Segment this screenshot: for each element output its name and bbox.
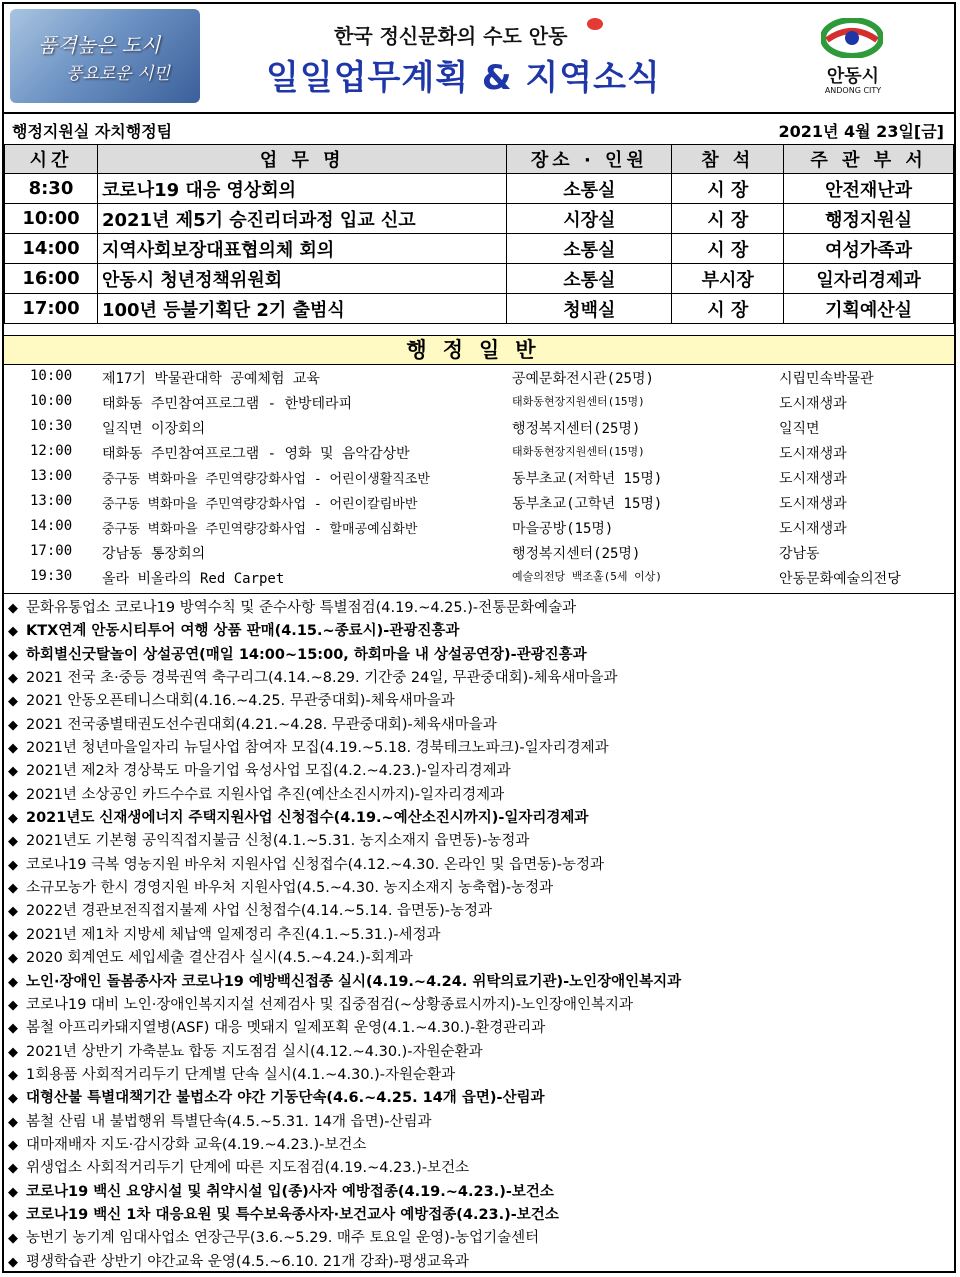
slogan-line2: 풍요로운 시민 [66, 64, 170, 84]
notice-text: 대마재배자 지도·감시강화 교육(4.19.~4.23.)-보건소 [26, 1136, 367, 1153]
list-item [4, 515, 954, 540]
notice-item [8, 1087, 952, 1110]
cell-time: 14:00 [5, 234, 98, 264]
notice-text: 2021년 상반기 가축분뇨 합동 지도점검 실시(4.12.~4.30.)-자원순환과 [26, 1043, 483, 1060]
diamond-bullet-icon: ◆ [8, 741, 18, 757]
cell-attend: 시 장 [672, 234, 784, 264]
notice-item [8, 830, 952, 853]
notice-item [8, 1041, 952, 1064]
notice-item [8, 597, 952, 620]
notice-text: 코로나19 극복 영농지원 바우처 지원사업 신청접수(4.12.~4.30. 온라인 및 읍면동)-농정과 [26, 856, 605, 873]
item-title: 중구동 벽화마을 주민역량강화사업 - 어린이생활직조반 [102, 472, 430, 487]
diamond-bullet-icon: ◆ [8, 1231, 18, 1247]
divider [4, 112, 954, 114]
cell-place: 청백실 [507, 294, 672, 324]
general-list [4, 365, 954, 590]
diamond-bullet-icon: ◆ [8, 1091, 18, 1107]
diamond-bullet-icon: ◆ [8, 647, 18, 663]
diamond-bullet-icon: ◆ [8, 904, 18, 920]
diamond-bullet-icon: ◆ [8, 694, 18, 710]
diamond-bullet-icon: ◆ [8, 811, 18, 827]
notice-text: 2021 안동오픈테니스대회(4.16.~4.25. 무관중대회)-체육새마을과 [26, 693, 455, 710]
item-dept: 안동문화예술의전당 [779, 571, 901, 587]
notice-item [8, 667, 952, 690]
header-dept: 주 관 부 서 [784, 145, 954, 174]
notice-item [8, 1181, 952, 1204]
header-time: 시간 [5, 145, 98, 174]
cell-attend: 시 장 [672, 174, 784, 204]
notice-text: 2021년도 신재생에너지 주택지원사업 신청접수(4.19.~예산소진시까지)-일자리경제과 [26, 810, 589, 827]
diamond-bullet-icon: ◆ [8, 1021, 18, 1037]
item-time: 10:30 [30, 418, 73, 434]
notice-text: 위생업소 사회적거리두기 단계에 따른 지도점검(4.19.~4.23.)-보건소 [26, 1160, 470, 1177]
diamond-bullet-icon: ◆ [8, 1137, 18, 1153]
notice-item [8, 714, 952, 737]
item-dept: 일직면 [779, 421, 820, 437]
diamond-bullet-icon: ◆ [8, 1044, 18, 1060]
item-dept: 도시재생과 [779, 496, 847, 512]
item-time: 10:00 [30, 393, 73, 409]
header-task: 업 무 명 [97, 145, 507, 174]
item-time: 19:30 [30, 568, 73, 584]
notice-list [8, 597, 952, 1274]
notice-text: 2021년도 기본형 공익직접지불금 신청(4.1.~5.31. 농지소재지 읍면동)-농정과 [26, 833, 530, 850]
schedule-table [4, 144, 954, 324]
notice-item [8, 784, 952, 807]
cell-time: 17:00 [5, 294, 98, 324]
notice-text: 2020 회계연도 세입세출 결산검사 실시(4.5.~4.24.)-회계과 [26, 950, 413, 967]
notice-text: 2022년 경관보전직접지불제 사업 신청접수(4.14.~5.14. 읍면동)-농정과 [26, 903, 492, 920]
notice-item [8, 971, 952, 994]
notice-item [8, 947, 952, 970]
diamond-bullet-icon: ◆ [8, 671, 18, 687]
diamond-bullet-icon: ◆ [8, 787, 18, 803]
diamond-bullet-icon: ◆ [8, 834, 18, 850]
cell-task: 2021년 제5기 승진리더과정 입교 신고 [97, 204, 507, 234]
notice-text: 2021년 청년마을일자리 뉴딜사업 참여자 모집(4.19.~5.18. 경북테크노파크)-일자리경제과 [26, 740, 609, 757]
notice-item [8, 877, 952, 900]
header [4, 4, 954, 112]
cell-place: 소통실 [507, 234, 672, 264]
notice-item [8, 1134, 952, 1157]
item-title: 올라 비올라의 Red Carpet [102, 571, 285, 587]
notice-item [8, 924, 952, 947]
notice-text: 2021년 제1차 지방세 체납액 일제정리 추진(4.1.~5.31.)-세정과 [26, 926, 441, 943]
diamond-bullet-icon: ◆ [8, 601, 18, 616]
notice-item [8, 1227, 952, 1250]
diamond-bullet-icon: ◆ [8, 927, 18, 943]
general-section-title: 행정일반 [4, 335, 954, 365]
notice-text: 코로나19 대비 노인·장애인복지지설 선제검사 및 집중점검(~상황종료시까지)-노인장애인복지과 [26, 996, 634, 1013]
notice-item [8, 1111, 952, 1134]
table-row [5, 294, 954, 324]
notice-item [8, 994, 952, 1017]
notice-text: 평생학습관 상반기 야간교육 운영(4.5.~6.10. 21개 강좌)-평생교육과 [26, 1253, 469, 1270]
notice-item [8, 620, 952, 643]
cell-dept: 행정지원실 [784, 204, 954, 234]
notice-text: 코로나19 백신 1차 대응요원 및 특수보육종사자·보건교사 예방접종(4.23.)-보건소 [26, 1206, 559, 1223]
notice-item [8, 900, 952, 923]
item-place: 동부초교(고학년 15명) [512, 496, 663, 512]
diamond-bullet-icon: ◆ [8, 1114, 18, 1130]
notice-text: 노인·장애인 돌봄종사자 코로나19 예방백신접종 실시(4.19.~4.24. 위탁의료기관)-노인장애인복지과 [26, 973, 682, 990]
list-item [4, 415, 954, 440]
notice-text: 2021 전국 초·중등 경북권역 축구리그(4.14.~8.29. 기간중 24일, 무관중대회)-체육새마을과 [26, 670, 618, 687]
notice-item [8, 854, 952, 877]
diamond-bullet-icon: ◆ [8, 997, 18, 1013]
mask-icon [587, 18, 603, 30]
cell-place: 소통실 [507, 264, 672, 294]
table-row [5, 174, 954, 204]
list-item [4, 565, 954, 590]
item-place: 공예문화전시관(25명) [512, 371, 654, 387]
cell-task: 지역사회보장대표협의체 회의 [97, 234, 507, 264]
item-place: 마을공방(15명) [512, 521, 614, 537]
item-title: 태화동 주민참여프로그램 - 영화 및 음악감상반 [102, 446, 410, 462]
diamond-bullet-icon: ◆ [8, 717, 18, 733]
notice-item [8, 1251, 952, 1274]
notice-item [8, 690, 952, 713]
cell-place: 소통실 [507, 174, 672, 204]
notice-item [8, 644, 952, 667]
item-title: 일직면 이장회의 [102, 421, 206, 437]
cell-task: 100년 등불기획단 2기 출범식 [97, 294, 507, 324]
notice-text: 소규모농가 한시 경영지원 바우처 지원사업(4.5.~4.30. 농지소재지 농축협)-농정과 [26, 880, 554, 897]
cell-dept: 기획예산실 [784, 294, 954, 324]
item-place: 행정복지센터(25명) [512, 546, 641, 562]
header-place: 장소 · 인원 [507, 145, 672, 174]
diamond-bullet-icon: ◆ [8, 764, 18, 780]
item-time: 13:00 [30, 468, 73, 484]
notice-text: 하회별신굿탈놀이 상설공연(매일 14:00~15:00, 하회마을 내 상설공연장)-관광진흥과 [26, 646, 587, 663]
andong-logo-icon [821, 18, 883, 58]
item-dept: 강남동 [779, 546, 820, 562]
notice-text: 1회용품 사회적거리두기 단계별 단속 실시(4.1.~4.30.)-자원순환과 [26, 1066, 456, 1083]
item-place: 행정복지센터(25명) [512, 421, 641, 437]
logo-name: 안동시 [826, 66, 880, 87]
item-dept: 도시재생과 [779, 521, 847, 537]
item-time: 13:00 [30, 493, 73, 509]
slogan-line1: 품격높은 도시 [38, 33, 161, 57]
item-dept: 도시재생과 [779, 446, 847, 462]
item-time: 14:00 [30, 518, 73, 534]
notice-item [8, 1204, 952, 1227]
cell-time: 8:30 [5, 174, 98, 204]
divider [4, 593, 954, 594]
list-item [4, 390, 954, 415]
table-row [5, 234, 954, 264]
item-time: 12:00 [30, 443, 73, 459]
notice-text: 문화유통업소 코로나19 방역수칙 및 준수사항 특별점검(4.19.~4.25.)-전통문화예술과 [26, 600, 577, 616]
page-title: 일일업무계획 & 지역소식 [266, 58, 661, 98]
table-row [5, 204, 954, 234]
list-item [4, 490, 954, 515]
notice-text: 2021 전국종별태권도선수권대회(4.21.~4.28. 무관중대회)-체육새마을과 [26, 716, 497, 733]
cell-dept: 여성가족과 [784, 234, 954, 264]
dept-row [4, 115, 954, 143]
cell-place: 시장실 [507, 204, 672, 234]
diamond-bullet-icon: ◆ [8, 1254, 18, 1270]
item-place: 태화동현장지원센터(15명) [512, 445, 645, 458]
notice-text: 농번기 농기계 임대사업소 연장근무(3.6.~5.29. 매주 토요일 운영)-농업기술센터 [26, 1230, 540, 1247]
item-place: 태화동현장지원센터(15명) [512, 395, 645, 408]
diamond-bullet-icon: ◆ [8, 1067, 18, 1083]
list-item [4, 465, 954, 490]
item-dept: 도시재생과 [779, 396, 847, 412]
notice-text: 2021년 소상공인 카드수수료 지원사업 추진(예산소진시까지)-일자리경제과 [26, 786, 505, 803]
cell-time: 10:00 [5, 204, 98, 234]
diamond-bullet-icon: ◆ [8, 974, 18, 990]
item-title: 강남동 통장회의 [102, 546, 206, 562]
item-time: 17:00 [30, 543, 73, 559]
notice-text: 대형산불 특별대책기간 불법소각 야간 기동단속(4.6.~4.25. 14개 읍면)-산림과 [26, 1090, 545, 1107]
notice-item [8, 1157, 952, 1180]
item-title: 태화동 주민참여프로그램 - 한방테라피 [102, 396, 353, 412]
item-title: 중구동 벽화마을 주민역량강화사업 - 할매공예심화반 [102, 522, 418, 537]
header-attend: 참 석 [672, 145, 784, 174]
cell-time: 16:00 [5, 264, 98, 294]
diamond-bullet-icon: ◆ [8, 1207, 18, 1223]
diamond-bullet-icon: ◆ [8, 857, 18, 873]
item-place: 예술의전당 백조홀(5세 이상) [512, 570, 662, 583]
subtitle: 한국 정신문화의 수도 안동 [334, 24, 568, 48]
cell-task: 안동시 청년정책위원회 [97, 264, 507, 294]
item-place: 동부초교(저학년 15명) [512, 471, 663, 487]
cell-attend: 시 장 [672, 204, 784, 234]
department: 행정지원실 자치행정팀 [12, 122, 173, 141]
diamond-bullet-icon: ◆ [8, 1184, 18, 1200]
notice-text: 봄철 아프리카돼지열병(ASF) 대응 멧돼지 일제포획 운영(4.1.~4.30.)-환경관리과 [26, 1020, 546, 1037]
cell-attend: 부시장 [672, 264, 784, 294]
notice-text: 봄철 산림 내 불법행위 특별단속(4.5.~5.31. 14개 읍면)-산림과 [26, 1113, 432, 1130]
item-title: 중구동 벽화마을 주민역량강화사업 - 어린이칼림바반 [102, 497, 418, 512]
item-title: 제17기 박물관대학 공예체험 교육 [102, 371, 320, 387]
list-item [4, 365, 954, 390]
diamond-bullet-icon: ◆ [8, 624, 18, 640]
item-dept: 시립민속박물관 [779, 371, 874, 387]
diamond-bullet-icon: ◆ [8, 881, 18, 897]
diamond-bullet-icon: ◆ [8, 1161, 18, 1177]
slogan-banner [10, 9, 200, 103]
cell-task: 코로나19 대응 영상회의 [97, 174, 507, 204]
cell-attend: 시 장 [672, 294, 784, 324]
list-item [4, 540, 954, 565]
document-frame [2, 2, 956, 1273]
date: 2021년 4월 23일[금] [778, 122, 944, 141]
notice-item [8, 760, 952, 783]
list-item [4, 440, 954, 465]
notice-item [8, 1017, 952, 1040]
notice-text: KTX연계 안동시티투어 여행 상품 판매(4.15.~종료시)-관광진흥과 [26, 623, 460, 640]
cell-dept: 일자리경제과 [784, 264, 954, 294]
table-row [5, 264, 954, 294]
notice-text: 2021년 제2차 경상북도 마을기업 육성사업 모집(4.2.~4.23.)-일자리경제과 [26, 763, 511, 780]
logo-english: ANDONG CITY [824, 86, 882, 95]
notice-item [8, 807, 952, 830]
item-time: 10:00 [30, 368, 73, 384]
cell-dept: 안전재난과 [784, 174, 954, 204]
schedule-header-row [5, 145, 954, 174]
diamond-bullet-icon: ◆ [8, 951, 18, 967]
notice-item [8, 737, 952, 760]
notice-item [8, 1064, 952, 1087]
item-dept: 도시재생과 [779, 471, 847, 487]
notice-text: 코로나19 백신 요양시설 및 취약시설 입(종)사자 예방접종(4.19.~4.23.)-보건소 [26, 1183, 554, 1200]
